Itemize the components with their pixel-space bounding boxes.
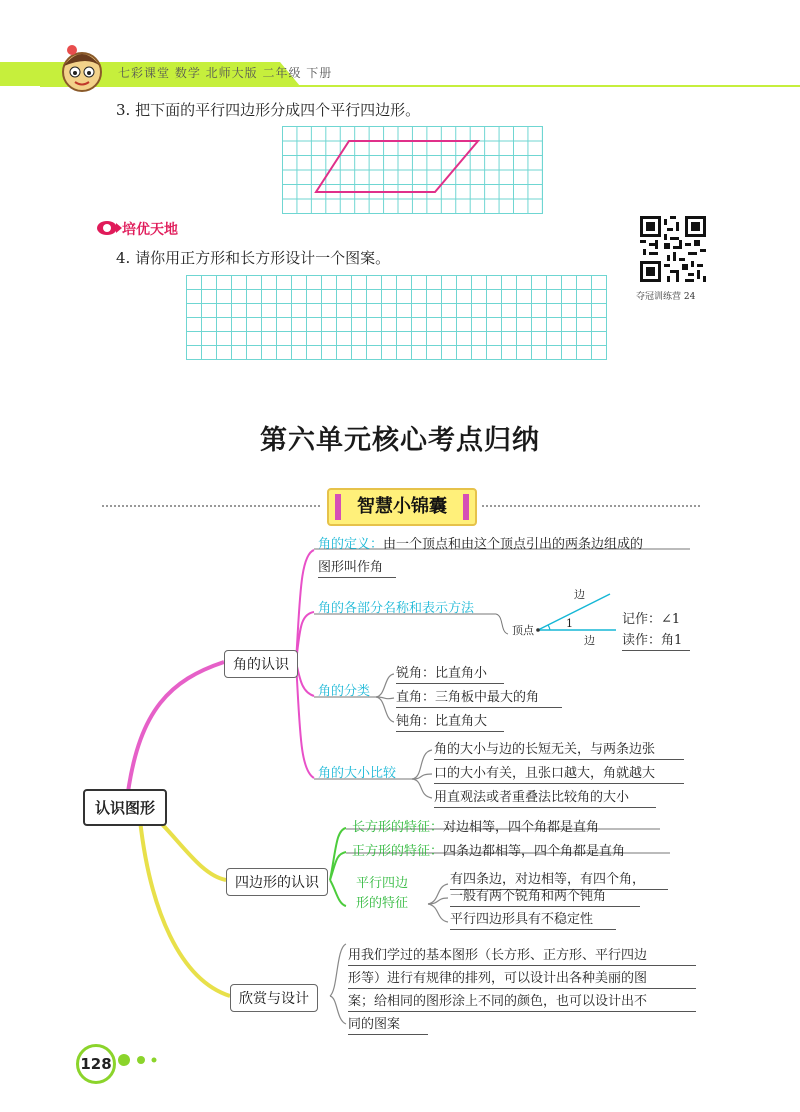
divider-left [102, 505, 320, 507]
angle-compare-2: 口的大小有关，且张口越大，角就越大 [434, 762, 684, 784]
banner-text: 智慧小锦囊 [357, 496, 447, 517]
angle-definition-text2: 图形叫作角 [318, 556, 396, 578]
question-3: 3. 把下面的平行四边形分成四个平行四边形。 [116, 101, 421, 119]
angle-mark-label: 1 [566, 617, 573, 630]
qr-code-icon[interactable] [640, 216, 706, 282]
edge-bottom-label: 边 [584, 634, 595, 647]
para-feature-label-2: 形的特征 [356, 896, 409, 911]
section-eye-icon [96, 219, 122, 237]
question-4: 4. 请你用正方形和长方形设计一个图案。 [116, 249, 391, 267]
angle-parts-label: 角的各部分名称和表示方法 [318, 601, 475, 616]
section-label: 培优天地 [122, 222, 178, 238]
rect-feature [352, 816, 599, 835]
para-feature-2: 一般有两个锐角和两个钝角 [450, 885, 640, 907]
angle-types-label: 角的分类 [318, 684, 371, 699]
design-line-2: 形等）进行有规律的排列，可以设计出各种美丽的图 [348, 967, 696, 989]
para-feature-3: 平行四边形具有不稳定性 [450, 908, 616, 930]
square-feature-text: 四条边都相等，四个角都是直角 [443, 844, 626, 859]
page-dots-icon [116, 1052, 160, 1068]
notation-write: 记作：∠1 [622, 612, 681, 627]
rect-feature-label: 长方形的特征： [352, 820, 444, 835]
para-feature-label-1: 平行四边 [356, 876, 409, 891]
node-angle: 角的认识 [224, 650, 298, 678]
qr-caption: 夺冠训练营 24 [636, 292, 696, 302]
parallelogram-shape [282, 126, 544, 216]
rect-feature-text: 对边相等，四个角都是直角 [443, 820, 600, 835]
design-line-4: 同的图案 [348, 1013, 428, 1035]
angle-definition-label: 角的定义： [318, 537, 384, 552]
angle-type-acute: 锐角：比直角小 [396, 662, 504, 684]
node-design: 欣赏与设计 [230, 984, 318, 1012]
page-number: 128 [76, 1044, 116, 1084]
mascot-icon [58, 40, 108, 96]
page-title: 第六单元核心考点归纳 [260, 425, 540, 456]
angle-compare-1: 角的大小与边的长短无关，与两条边张 [434, 738, 684, 760]
notation-read: 读作：角1 [622, 629, 690, 651]
angle-type-obtuse: 钝角：比直角大 [396, 710, 504, 732]
angle-compare-label: 角的大小比较 [318, 766, 397, 781]
node-quadrilateral: 四边形的认识 [226, 868, 328, 896]
angle-type-right: 直角：三角板中最大的角 [396, 686, 562, 708]
mindmap-root: 认识图形 [83, 789, 167, 826]
grid-q4 [186, 275, 607, 360]
design-line-3: 案；给相同的图形涂上不同的颜色，也可以设计出不 [348, 990, 696, 1012]
vertex-label: 顶点 [512, 624, 534, 637]
edge-top-label: 边 [574, 588, 585, 601]
divider-right [482, 505, 700, 507]
angle-definition-text1: 由一个顶点和由这个顶点引出的两条边组成的 [383, 537, 644, 552]
para-feature-1: 有四条边，对边相等，有四个角， [450, 868, 668, 890]
design-line-1: 用我们学过的基本图形（长方形、正方形、平行四边 [348, 944, 696, 966]
angle-compare-3: 用直观法或者重叠法比较角的大小 [434, 786, 656, 808]
square-feature [352, 840, 625, 859]
square-feature-label: 正方形的特征： [352, 844, 444, 859]
angle-definition [318, 533, 643, 552]
header-text: 七彩课堂 数学 北师大版 二年级 下册 [118, 66, 333, 80]
